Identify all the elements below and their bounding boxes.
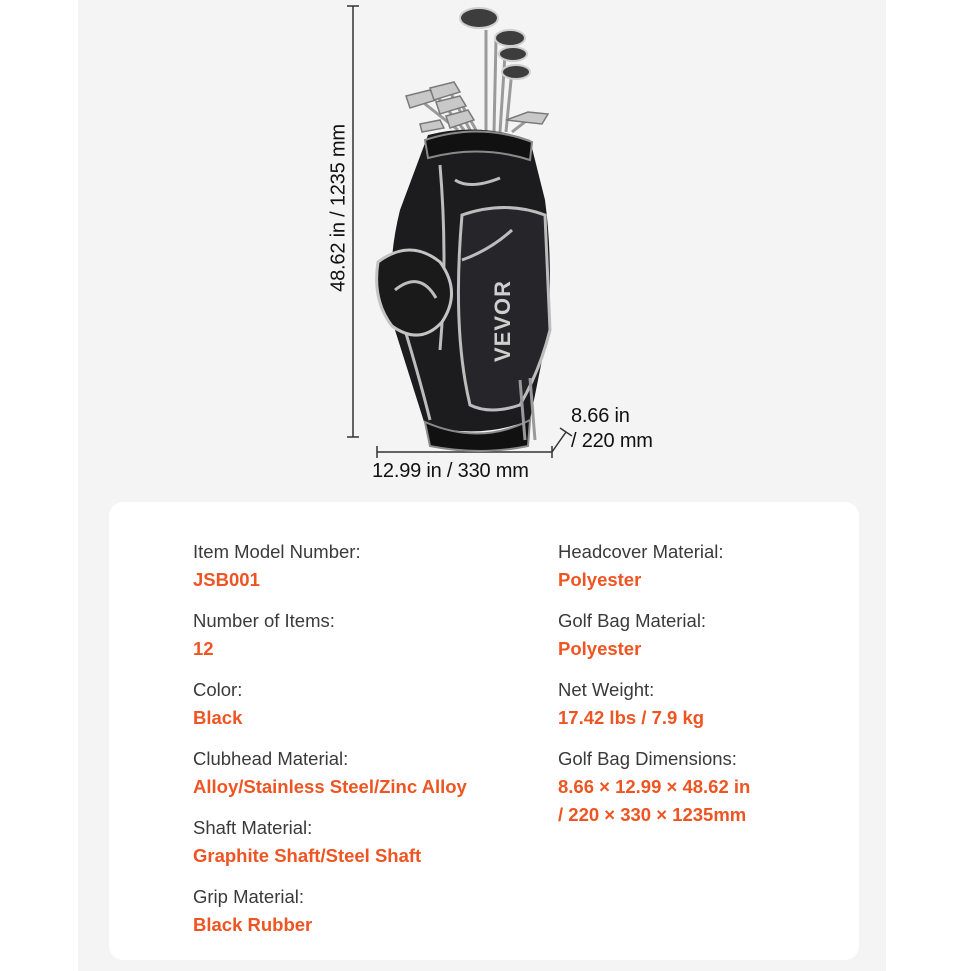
spec-label: Clubhead Material: <box>193 748 349 769</box>
spec-value-continued: / 220 × 330 × 1235mm <box>558 804 747 825</box>
spec-number-of-items <box>193 607 467 663</box>
spec-label: Headcover Material: <box>558 541 724 562</box>
spec-value: Black <box>193 707 243 728</box>
bag-side-pocket <box>377 250 452 335</box>
spec-label: Golf Bag Dimensions: <box>558 748 737 769</box>
spec-value: Polyester <box>558 569 642 590</box>
spec-value: 12 <box>193 638 214 659</box>
spec-value: Polyester <box>558 638 642 659</box>
depth-dimension-line <box>552 428 572 452</box>
spec-golf-bag-dimensions <box>558 745 750 829</box>
bag-logo: VEVOR <box>490 279 515 362</box>
spec-color <box>193 676 467 732</box>
spec-shaft-material <box>193 814 467 870</box>
spec-label: Shaft Material: <box>193 817 313 838</box>
spec-headcover-material <box>558 538 750 594</box>
spec-value: Black Rubber <box>193 914 313 935</box>
spec-clubhead-material <box>193 745 467 801</box>
width-dimension-label: 12.99 in / 330 mm <box>372 460 529 482</box>
spec-label: Number of Items: <box>193 610 335 631</box>
depth-dimension-line1: 8.66 in <box>571 405 630 427</box>
spec-grip-material <box>193 883 467 939</box>
spec-value: 8.66 × 12.99 × 48.62 in <box>558 776 751 797</box>
spec-label: Golf Bag Material: <box>558 610 707 631</box>
spec-value: Graphite Shaft/Steel Shaft <box>193 845 422 866</box>
specs-right-column <box>558 538 750 842</box>
spec-value: 17.42 lbs / 7.9 kg <box>558 707 705 728</box>
spec-net-weight <box>558 676 750 732</box>
height-dimension-label: 48.62 in / 1235 mm <box>327 124 350 292</box>
spec-value: JSB001 <box>193 569 260 590</box>
spec-model-number <box>193 538 467 594</box>
spec-label: Item Model Number: <box>193 541 361 562</box>
specs-left-column <box>193 538 467 952</box>
spec-golf-bag-material <box>558 607 750 663</box>
spec-label: Grip Material: <box>193 886 305 907</box>
spec-label: Net Weight: <box>558 679 655 700</box>
spec-value: Alloy/Stainless Steel/Zinc Alloy <box>193 776 467 797</box>
spec-label: Color: <box>193 679 243 700</box>
depth-dimension-label <box>571 404 653 454</box>
specifications-card <box>109 502 859 960</box>
depth-dimension-line2: / 220 mm <box>571 430 653 452</box>
